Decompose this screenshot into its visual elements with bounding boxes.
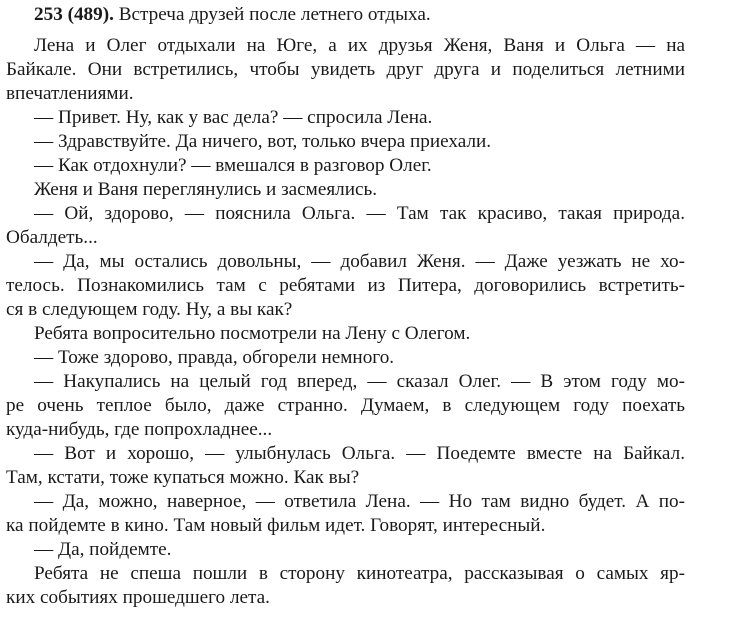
text-line: Ребята не спеша пошли в сторону кинотеатра, рассказывая о самых яр-: [34, 563, 685, 584]
text-line: — Как отдохнули? — вмешался в разговор Олег.: [34, 155, 432, 176]
text-line: — Тоже здорово, правда, обгорели немного.: [34, 347, 395, 368]
exercise-number: 253 (489).: [34, 4, 114, 25]
text-line: — Накупались на целый год вперед, — сказал Олег. — В этом году мо-: [34, 371, 685, 392]
text-line: Ребята вопросительно посмотрели на Лену с Олегом.: [34, 323, 471, 344]
text-line: — Да, мы остались довольны, — добавил Женя. — Даже уезжать не хо-: [34, 251, 685, 272]
text-line: — Вот и хорошо, — улыбнулась Ольга. — Поедемте вместе на Байкал.: [34, 443, 685, 464]
text-line: — Ой, здорово, — пояснила Ольга. — Там так красиво, такая природа.: [34, 203, 685, 224]
text-line: Женя и Ваня переглянулись и засмеялись.: [34, 179, 378, 200]
text-line: — Да, можно, наверное, — ответила Лена. — Но там видно будет. А по-: [34, 491, 685, 512]
text-line: впечатлениями.: [6, 83, 134, 104]
text-line: — Здравствуйте. Да ничего, вот, только вчера приехали.: [34, 131, 492, 152]
text-line: — Привет. Ну, как у вас дела? — спросила Лена.: [34, 107, 433, 128]
text-line: — Да, пойдемте.: [34, 539, 172, 560]
text-line: ся в следующем году. Ну, а вы как?: [6, 299, 293, 320]
text-line: Обалдеть...: [6, 227, 98, 248]
text-line: Байкале. Они встретились, чтобы увидеть друг друга и поделиться летними: [6, 59, 685, 80]
text-line: Там, кстати, тоже купаться можно. Как вы?: [6, 467, 360, 488]
exercise-heading: [0, 3, 749, 27]
text-line: ре очень теплое было, даже странно. Думаем, в следующем году поехать: [6, 395, 685, 416]
text-line: куда-нибудь, где попрохладнее...: [6, 419, 273, 440]
exercise-title: Встреча друзей после летнего отдыха.: [118, 4, 431, 25]
text-line: Лена и Олег отдыхали на Юге, а их друзья Женя, Ваня и Ольга — на: [34, 35, 685, 56]
text-line: ких событиях прошедшего лета.: [6, 587, 270, 608]
text-line: телось. Познакомились там с ребятами из Питера, договорились встретить-: [6, 275, 685, 296]
text-line: ка пойдемте в кино. Там новый фильм идет. Говорят, интересный.: [6, 515, 546, 536]
